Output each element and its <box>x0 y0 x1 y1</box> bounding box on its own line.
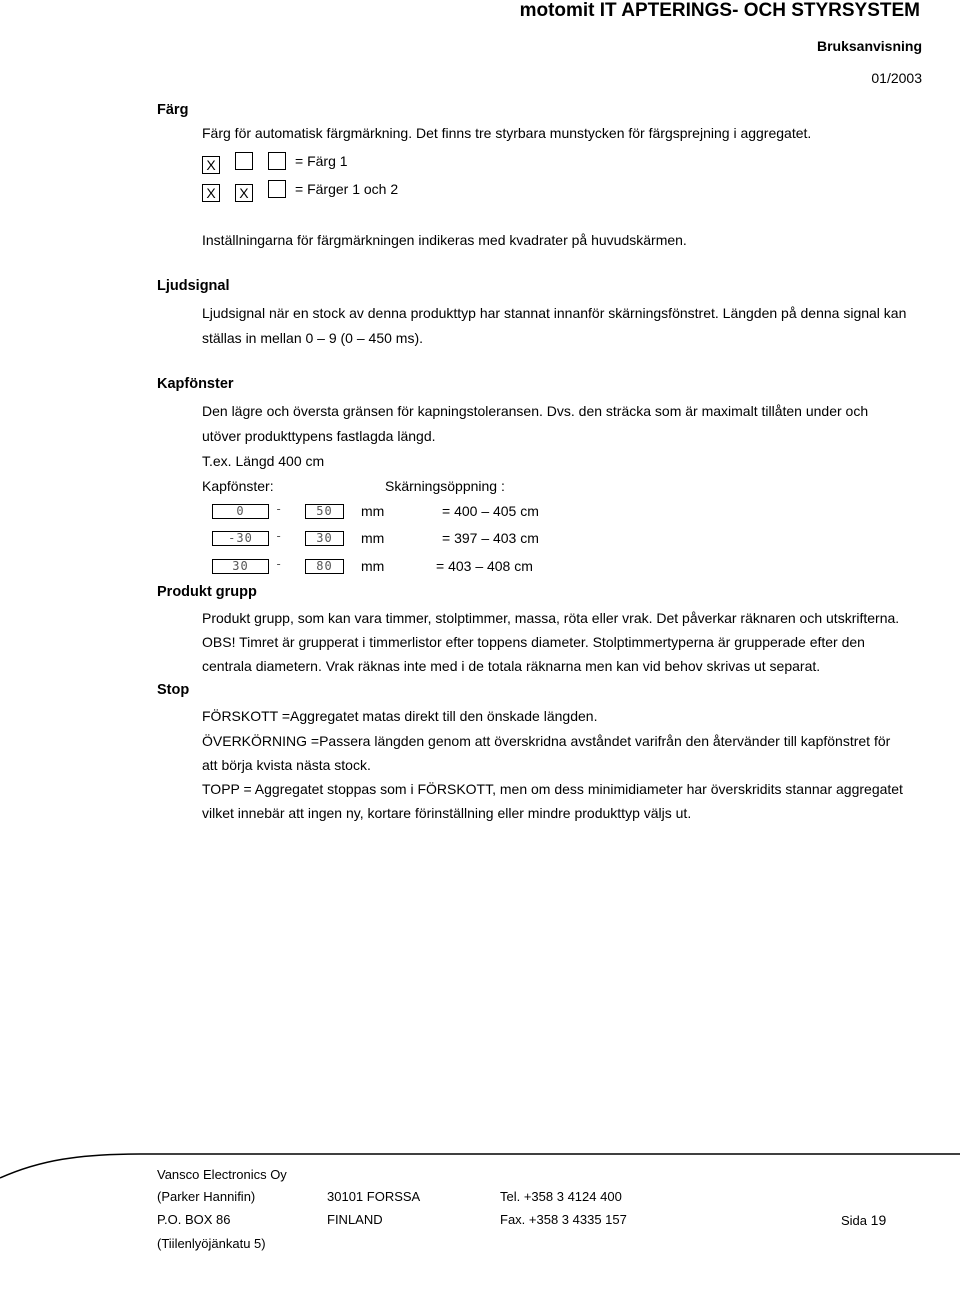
kapfonster-low-value: 30 <box>212 559 269 574</box>
color-row-2 <box>202 180 286 202</box>
section-label-produkt-grupp: Produkt grupp <box>157 584 257 600</box>
nozzle-box <box>235 152 253 170</box>
kapfonster-result: = 397 – 403 cm <box>442 530 539 546</box>
kapfonster-unit: mm <box>361 530 385 546</box>
footer-page <box>841 1212 886 1228</box>
kapfonster-column-1: Kapfönster: <box>202 478 274 494</box>
product-title: APTERINGS- OCH STYRSYSTEM <box>621 0 920 21</box>
stop-topp-1: TOPP = Aggregatet stoppas som i FÖRSKOTT, men om dess minimidiameter har överskridits stannar aggregatet <box>202 781 903 797</box>
page-label: Sida <box>841 1213 868 1228</box>
kapfonster-result: = 400 – 405 cm <box>442 503 539 519</box>
color-row-1-text: = Färg 1 <box>295 153 348 169</box>
section-label-kapfonster: Kapfönster <box>157 376 234 392</box>
page-number: 19 <box>870 1212 887 1228</box>
brand-name: motomit IT <box>519 0 617 21</box>
footer-postal: 30101 FORSSA <box>327 1189 421 1204</box>
produkt-line-1: Produkt grupp, som kan vara timmer, stolptimmer, massa, röta eller vrak. Det påverkar räknaren och utskrifterna. <box>202 610 900 626</box>
produkt-line-2: OBS! Timret är grupperat i timmerlistor efter toppens diameter. Stolptimmertyperna är grupperade efter den <box>202 634 865 650</box>
section-label-ljudsignal: Ljudsignal <box>157 278 230 294</box>
document-subtitle: Bruksanvisning <box>816 38 922 54</box>
kapfonster-column-2: Skärningsöppning : <box>385 478 505 494</box>
section-label-farg: Färg <box>157 102 189 118</box>
nozzle-box: X <box>202 156 220 174</box>
footer-street: (Tiilenlyöjänkatu 5) <box>157 1236 266 1251</box>
stop-forskott: FÖRSKOTT =Aggregatet matas direkt till den önskade längden. <box>202 708 598 724</box>
kapfonster-high-value: 50 <box>305 504 344 519</box>
footer-fax: Fax. +358 3 4335 157 <box>500 1212 627 1227</box>
kapfonster-low-value: -30 <box>212 531 269 546</box>
nozzle-box <box>268 152 286 170</box>
footer-pobox: P.O. BOX 86 <box>157 1212 231 1227</box>
nozzle-box <box>268 180 286 198</box>
produkt-line-3: centrala diametern. Vrak räknas inte med i de totala räknarna men kan vid behov skrivas ut separat. <box>202 658 821 674</box>
kapfonster-unit: mm <box>361 503 385 519</box>
footer-tel: Tel. +358 3 4124 400 <box>500 1189 622 1204</box>
ljudsignal-line-2: ställas in mellan 0 – 9 (0 – 450 ms). <box>202 330 423 346</box>
kapfonster-unit: mm <box>361 558 385 574</box>
farg-intro: Färg för automatisk färgmärkning. Det finns tre styrbara munstycken för färgsprejning i aggregatet. <box>202 125 812 141</box>
stop-overkorning-2: att börja kvista nästa stock. <box>202 757 371 773</box>
ljudsignal-line-1: Ljudsignal när en stock av denna produkttyp har stannat innanför skärningsfönstret. Längden på denna signal kan <box>202 305 907 321</box>
kapfonster-line-2: utöver produkttypens fastlagda längd. <box>202 428 436 444</box>
nozzle-box: X <box>235 184 253 202</box>
footer-curve-decoration <box>0 1140 960 1200</box>
kapfonster-high-value: 80 <box>305 559 344 574</box>
range-dash: - <box>275 557 283 571</box>
stop-overkorning-1: ÖVERKÖRNING =Passera längden genom att överskridna avståndet varifrån den återvänder till kapfönstret för <box>202 733 891 749</box>
stop-topp-2: vilket innebär att ingen ny, kortare förinställning eller mindre produkttyp väljs ut. <box>202 805 692 821</box>
range-dash: - <box>275 529 283 543</box>
nozzle-box: X <box>202 184 220 202</box>
document-date: 01/2003 <box>871 70 922 86</box>
footer-parent: (Parker Hannifin) <box>157 1189 256 1204</box>
kapfonster-result: = 403 – 408 cm <box>436 558 533 574</box>
kapfonster-example: T.ex. Längd 400 cm <box>202 453 325 469</box>
kapfonster-high-value: 30 <box>305 531 344 546</box>
footer-country: FINLAND <box>327 1212 383 1227</box>
color-row-1 <box>202 152 286 174</box>
section-label-stop: Stop <box>157 682 190 698</box>
kapfonster-low-value: 0 <box>212 504 269 519</box>
range-dash: - <box>275 502 283 516</box>
farg-note: Inställningarna för färgmärkningen indikeras med kvadrater på huvudskärmen. <box>202 232 687 248</box>
kapfonster-line-1: Den lägre och översta gränsen för kapningstoleransen. Dvs. den sträcka som är maximalt tillåten under och <box>202 403 869 419</box>
color-row-2-text: = Färger 1 och 2 <box>295 181 399 197</box>
document-header-title <box>520 0 920 22</box>
footer-company: Vansco Electronics Oy <box>157 1167 287 1182</box>
